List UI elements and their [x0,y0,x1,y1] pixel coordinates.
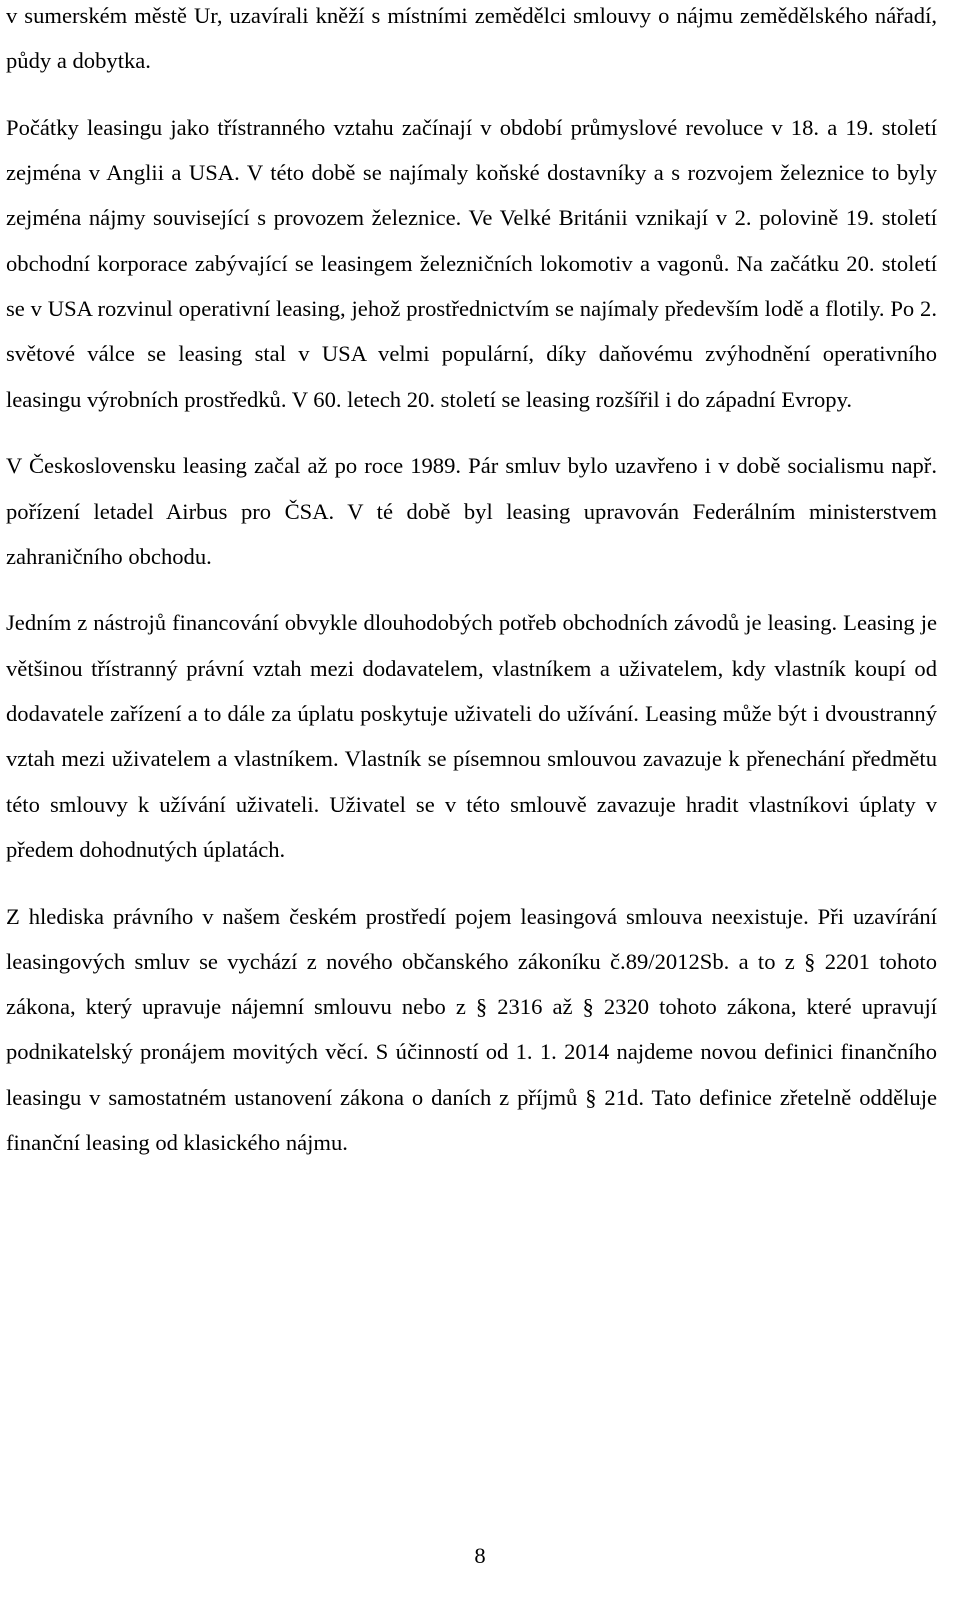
paragraph-czechoslovakia: V Československu leasing začal až po roce 1989. Pár smluv bylo uzavřeno i v době socialismu např. pořízení letadel Airbus pro ČSA. V té době byl leasing upravován Federálním ministerstvem zahraničního obchodu. [6,453,937,569]
paragraph-sumerian-lease: v sumerském městě Ur, uzavírali kněží s místními zemědělci smlouvy o nájmu zemědělského nářadí, půdy a dobytka. [6,3,937,74]
paragraph-industrial-revolution: Počátky leasingu jako třístranného vztahu začínají v období průmyslové revoluce v 18. a 19. století zejména v Anglii a USA. V této době se najímaly koňské dostavníky a s rozvojem železnice to byly zejména nájmy související s provozem železnice. Ve Velké Británii vznikají v 2. polovině 19. století obchodní korporace zabývající se leasingem železničních lokomotiv a vagonů. Na začátku 20. století se v USA rozvinul operativní leasing, jehož prostřednictvím se najímaly především lodě a flotily. Po 2. světové válce se leasing stal v USA velmi populární, díky daňovému zvýhodnění operativního leasingu výrobních prostředků. V 60. letech 20. století se leasing rozšířil i do západní Evropy. [6,114,937,412]
body-text [6,0,937,1165]
paragraph-legal-aspect: Z hlediska právního v našem českém prostředí pojem leasingová smlouva neexistuje. Při uzavírání leasingových smluv se vychází z nového občanského zákoníku č.89/2012Sb. a to z § 2201 tohoto zákona, který upravuje nájemní smlouvu nebo z § 2316 až § 2320 tohoto zákona, které upravují podnikatelský pronájem movitých věcí. S účinností od 1. 1. 2014 najdeme novou definici finančního leasingu v samostatném ustanovení zákona o daních z příjmů § 21d. Tato definice zřetelně odděluje finanční leasing od klasického nájmu. [6,903,937,1156]
page-number: 8 [474,1543,486,1568]
paragraph-leasing-definition: Jedním z nástrojů financování obvykle dlouhodobých potřeb obchodních závodů je leasing. Leasing je většinou třístranný právní vztah mezi dodavatelem, vlastníkem a uživatelem, kdy vlastník koupí od dodavatele zařízení a to dále za úplatu poskytuje uživateli do užívání. Leasing může být i dvoustranný vztah mezi uživatelem a vlastníkem. Vlastník se písemnou smlouvou zavazuje k přenechání předmětu této smlouvy k užívání uživateli. Uživatel se v této smlouvě zavazuje hradit vlastníkovi úplaty v předem dohodnutých úplatách. [6,610,937,862]
